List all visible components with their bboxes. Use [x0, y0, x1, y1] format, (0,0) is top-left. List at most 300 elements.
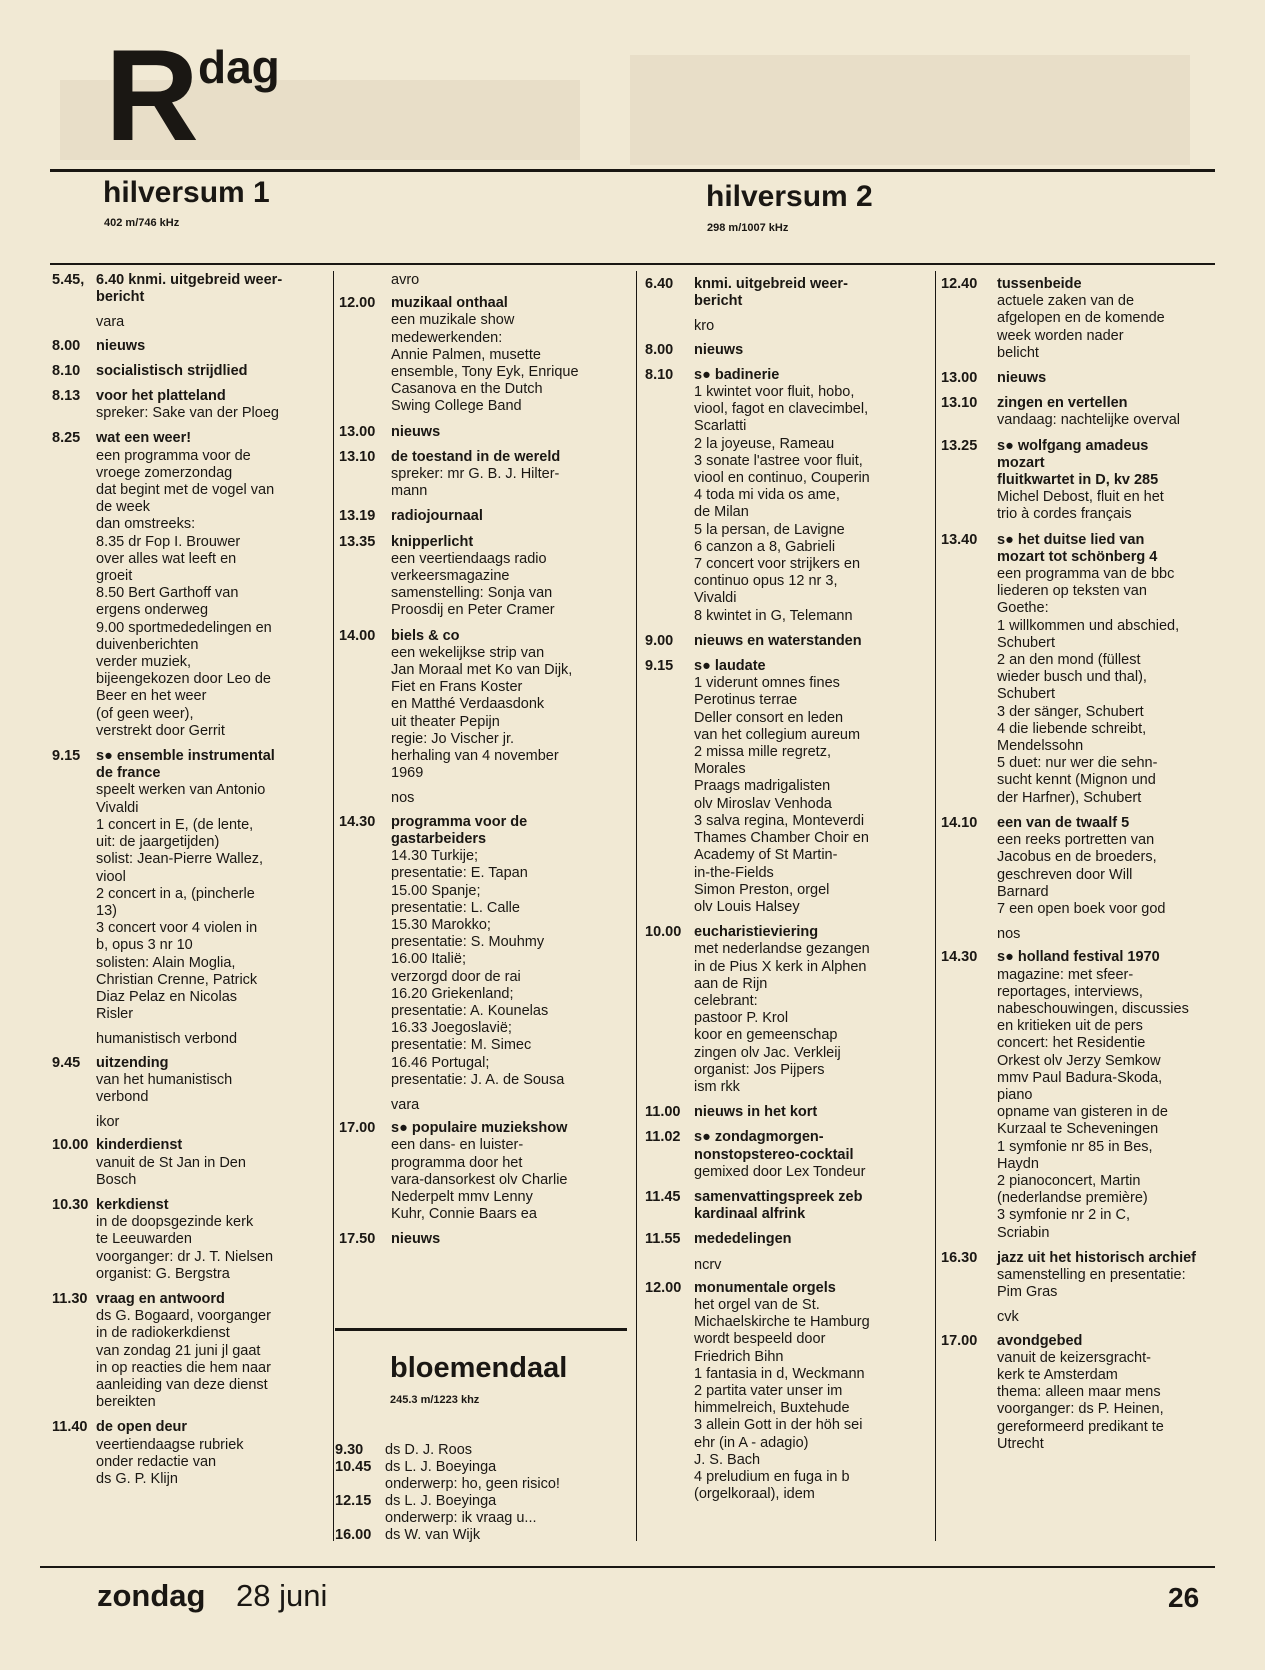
program-title: nieuws	[96, 337, 146, 354]
bloemendaal-schedule	[335, 1442, 625, 1544]
program-detail: 3 salva regina, Monteverdi	[694, 812, 865, 829]
program-title: muzikaal onthaal	[391, 295, 508, 312]
program-detail: 4 toda mi vida os ame,	[694, 487, 840, 504]
program-entry	[645, 1189, 933, 1223]
program-title: de france	[96, 765, 161, 782]
logo-letter: R	[105, 22, 195, 168]
program-detail: 1 concert in E, (de lente,	[96, 816, 254, 833]
program-title: de toestand in de wereld	[391, 448, 561, 465]
program-detail: 7 een open boek voor god	[997, 900, 1166, 917]
program-time: 12.40	[941, 276, 978, 292]
program-detail: een reeks portretten van	[997, 832, 1155, 849]
program-detail: Beer en het weer	[96, 688, 207, 705]
program-detail: celebrant:	[694, 992, 758, 1009]
program-detail: aanleiding van deze dienst	[96, 1376, 268, 1393]
schedule-row	[335, 1527, 625, 1544]
program-detail: Simon Preston, orgel	[694, 881, 830, 898]
program-detail: presentatie: M. Simec	[391, 1037, 532, 1054]
station-freq-hilversum-2: 298 m/1007 kHz	[707, 222, 789, 234]
program-time: 16.30	[941, 1249, 978, 1266]
program-detail: mmv Paul Badura-Skoda,	[997, 1069, 1163, 1086]
program-detail: duivenberichten	[96, 636, 199, 653]
program-detail: 16.46 Portugal;	[391, 1054, 490, 1071]
column-divider-3	[935, 271, 936, 1541]
bottom-rule	[40, 1566, 1215, 1568]
program-detail: Jacobus en de broeders,	[997, 849, 1157, 866]
program-detail: actuele zaken van de	[997, 293, 1135, 310]
program-detail: (of geen weer),	[96, 705, 194, 722]
program-title: nieuws in het kort	[694, 1104, 818, 1121]
program-title: knmi. uitgebreid weer-	[694, 276, 848, 292]
broadcaster-label: ikor	[96, 1114, 120, 1131]
program-detail: programma door het	[391, 1154, 523, 1171]
program-entry	[645, 658, 933, 916]
schedule-row	[335, 1442, 625, 1459]
station-freq-hilversum-1: 402 m/746 kHz	[104, 217, 180, 229]
program-time: 13.10	[941, 395, 978, 412]
program-detail: olv Louis Halsey	[694, 898, 800, 915]
program-detail: 4 die liebende schreibt,	[997, 720, 1147, 737]
program-time: 11.55	[645, 1231, 681, 1248]
schedule-text: onderwerp: ik vraag u...	[385, 1510, 537, 1526]
program-title: nonstopstereo-cocktail	[694, 1146, 854, 1163]
program-detail: magazine: met sfeer-	[997, 966, 1134, 983]
program-detail: gereformeerd predikant te	[997, 1418, 1164, 1435]
program-title: radiojournaal	[391, 508, 483, 525]
program-detail: ehr (in A - adagio)	[694, 1434, 809, 1451]
schedule-row	[335, 1459, 625, 1476]
program-detail: 8.35 dr Fop I. Brouwer	[96, 533, 241, 550]
broadcaster-label: nos	[391, 790, 415, 807]
program-detail: speelt werken van Antonio	[96, 782, 266, 799]
schedule-text: ds L. J. Boeyinga	[385, 1493, 497, 1509]
program-detail: 2 partita vater unser im	[694, 1382, 843, 1399]
station-title-hilversum-1: hilversum 1	[103, 176, 270, 209]
program-detail: ds G. P. Klijn	[96, 1471, 178, 1487]
program-entry	[339, 424, 629, 441]
column-divider-2	[636, 271, 637, 1541]
program-entry	[645, 367, 933, 625]
stations-rule	[50, 263, 1215, 265]
program-time: 9.15	[645, 658, 674, 675]
program-detail: Schubert	[997, 634, 1056, 651]
page-number: 26	[1168, 1582, 1200, 1613]
program-detail: 2 la joyeuse, Rameau	[694, 435, 835, 452]
schedule-text: onderwerp: ho, geen risico!	[385, 1476, 560, 1492]
program-detail: Praags madrigalisten	[694, 778, 831, 795]
program-detail: van het humanistisch	[96, 1071, 233, 1088]
program-title: mededelingen	[694, 1231, 792, 1248]
program-detail: verkeersmagazine	[391, 568, 510, 585]
program-detail: Pim Gras	[997, 1284, 1058, 1301]
program-entry	[645, 633, 933, 650]
schedule-time: 16.00	[335, 1527, 372, 1543]
program-detail: bereikten	[96, 1394, 156, 1411]
program-time: 13.10	[339, 448, 376, 465]
broadcaster-label: cvk	[997, 1309, 1019, 1326]
program-detail: dat begint met de vogel van	[96, 482, 275, 499]
program-detail: Casanova en the Dutch	[391, 381, 543, 398]
program-detail: Swing College Band	[391, 398, 522, 415]
program-detail: 15.00 Spanje;	[391, 882, 481, 899]
program-detail: 14.30 Turkije;	[391, 848, 479, 865]
program-detail: veertiendaagse rubriek	[96, 1436, 244, 1453]
broadcaster-label: humanistisch verbond	[96, 1031, 238, 1048]
bloemendaal-rule	[335, 1328, 627, 1331]
program-detail: Jan Moraal met Ko van Dijk,	[391, 662, 573, 679]
program-title: tussenbeide	[997, 276, 1082, 292]
program-title: nieuws	[391, 1231, 441, 1248]
schedule-time	[335, 1476, 385, 1493]
program-title: s● ensemble instrumental	[96, 748, 275, 765]
program-time: 14.30	[339, 813, 376, 830]
program-entry	[645, 1231, 933, 1248]
program-detail: trio à cordes français	[997, 506, 1132, 523]
program-entry	[645, 1104, 933, 1121]
program-entry	[339, 508, 629, 525]
program-detail: verbond	[96, 1088, 149, 1105]
program-detail: over alles wat leeft en	[96, 550, 237, 567]
program-entry	[52, 1137, 324, 1189]
program-detail: de week	[96, 499, 151, 516]
program-time: 13.19	[339, 508, 376, 525]
program-title: s● wolfgang amadeus	[997, 437, 1149, 454]
program-detail: presentatie: E. Tapan	[391, 865, 528, 882]
program-detail: solisten: Alain Moglia,	[96, 954, 236, 971]
program-entry	[52, 363, 324, 380]
program-time: 9.15	[52, 748, 81, 765]
program-detail: Bosch	[96, 1171, 137, 1188]
program-detail: presentatie: J. A. de Sousa	[391, 1071, 565, 1088]
program-detail: viool, fagot en clavecimbel,	[694, 401, 869, 418]
program-detail: nabeschouwingen, discussies	[997, 1000, 1189, 1017]
program-title: s● holland festival 1970	[997, 949, 1160, 966]
program-detail: voorganger: dr J. T. Nielsen	[96, 1248, 274, 1265]
program-detail: 13)	[96, 902, 117, 919]
program-time: 14.30	[941, 949, 978, 966]
program-title: 6.40 knmi. uitgebreid weer-	[96, 272, 283, 288]
program-title: voor het platteland	[96, 388, 226, 405]
program-detail: 1 kwintet voor fluit, hobo,	[694, 384, 855, 401]
program-title: kerkdienst	[96, 1196, 169, 1213]
schedule-time	[335, 1510, 385, 1527]
program-time: 13.25	[941, 437, 978, 454]
program-detail: belicht	[997, 344, 1039, 361]
program-title: de open deur	[96, 1419, 188, 1436]
program-detail: 16.00 Italië;	[391, 951, 466, 968]
program-title: nieuws	[391, 423, 441, 440]
schedule-time: 9.30	[335, 1442, 364, 1458]
program-detail: 1 symfonie nr 85 in Bes,	[997, 1138, 1153, 1155]
program-time: 14.10	[941, 814, 978, 831]
program-detail: 15.30 Marokko;	[391, 916, 491, 933]
program-detail: 8 kwintet in G, Telemann	[694, 607, 853, 624]
program-entry	[339, 295, 629, 415]
program-detail: 3 symfonie nr 2 in C,	[997, 1207, 1130, 1224]
program-detail: Mendelssohn	[997, 738, 1084, 755]
program-entry	[645, 924, 933, 1096]
program-title: avondgebed	[997, 1332, 1083, 1349]
program-detail: medewerkenden:	[391, 329, 503, 346]
program-title: s● het duitse lied van	[997, 531, 1145, 548]
program-title: biels & co	[391, 627, 460, 644]
program-detail: van het collegium aureum	[694, 726, 861, 743]
program-detail: (orgelkoraal), idem	[694, 1486, 815, 1503]
program-detail: met nederlandse gezangen	[694, 941, 870, 958]
program-detail: 1 viderunt omnes fines	[694, 675, 840, 692]
program-time: 10.00	[645, 924, 682, 941]
logo-word: dag	[198, 41, 280, 93]
program-detail: een programma voor de	[96, 447, 251, 464]
program-entry	[941, 395, 1223, 429]
station-title-bloemendaal: bloemendaal	[390, 1352, 568, 1384]
program-time: 8.00	[645, 341, 674, 358]
program-detail: Barnard	[997, 883, 1049, 900]
program-detail: Scarlatti	[694, 418, 747, 435]
program-detail: en kritieken uit de pers	[997, 1018, 1143, 1035]
program-detail: 7 concert voor strijkers en	[694, 556, 861, 573]
program-detail: geschreven door Will	[997, 866, 1133, 883]
program-time: 13.35	[339, 533, 376, 550]
schedule-text: ds D. J. Roos	[385, 1442, 473, 1458]
program-detail: een dans- en luister-	[391, 1137, 524, 1154]
program-detail: in-the-Fields	[694, 864, 774, 881]
program-entry	[645, 342, 933, 359]
broadcaster-label: avro	[391, 272, 420, 288]
program-detail: ds G. Bogaard, voorganger	[96, 1308, 271, 1325]
program-title: mozart	[997, 454, 1045, 471]
program-time: 13.00	[941, 370, 978, 387]
program-time: 8.13	[52, 388, 81, 405]
top-rule	[50, 169, 1215, 172]
program-detail: vanuit de St Jan in Den	[96, 1154, 246, 1171]
program-detail: koor en gemeenschap	[694, 1027, 838, 1044]
program-title: zingen en vertellen	[997, 395, 1128, 412]
program-detail: uit: de jaargetijden)	[96, 834, 220, 851]
program-detail: himmelreich, Buxtehude	[694, 1400, 850, 1417]
program-entry	[645, 276, 933, 310]
program-detail: bijeengekozen door Leo de	[96, 671, 271, 688]
program-title: uitzending	[96, 1054, 169, 1071]
program-entry	[941, 276, 1223, 362]
program-detail: Annie Palmen, musette	[391, 346, 541, 363]
program-time: 12.00	[339, 295, 376, 312]
column-divider-1	[333, 271, 334, 1541]
program-time: 11.00	[645, 1104, 681, 1121]
program-detail: Academy of St Martin-	[694, 847, 838, 864]
broadcaster-label: vara	[391, 1096, 420, 1113]
program-detail: wordt bespeeld door	[694, 1331, 826, 1348]
program-detail: Deller consort en leden	[694, 709, 844, 726]
program-detail: een veertiendaags radio	[391, 550, 547, 567]
program-detail: 1 willkommen und abschied,	[997, 617, 1180, 634]
program-title: s● laudate	[694, 658, 766, 675]
program-time: 11.30	[52, 1290, 88, 1307]
program-entry	[52, 388, 324, 422]
broadcaster-label: kro	[694, 318, 715, 335]
program-detail: 16.20 Griekenland;	[391, 985, 514, 1002]
program-title: knipperlicht	[391, 533, 474, 550]
program-detail: Schubert	[997, 686, 1056, 703]
program-detail: samenstelling: Sonja van	[391, 585, 553, 602]
program-time: 17.00	[941, 1332, 978, 1349]
program-detail: zingen olv Jac. Verkleij	[694, 1044, 841, 1061]
program-detail: 5 duet: nur wer die sehn-	[997, 755, 1158, 772]
program-entry	[645, 1280, 933, 1504]
program-entry	[339, 449, 629, 501]
program-title: s● populaire muziekshow	[391, 1120, 568, 1137]
program-detail: gemixed door Lex Tondeur	[694, 1163, 866, 1180]
program-title: fluitkwartet in D, kv 285	[997, 472, 1159, 489]
program-detail: in de radiokerkdienst	[96, 1325, 230, 1342]
program-time: 5.45,	[52, 272, 85, 288]
column-hilversum-2-b	[941, 276, 1223, 1461]
program-detail: 8.50 Bert Garthoff van	[96, 585, 239, 602]
program-detail: het orgel van de St.	[694, 1296, 820, 1313]
program-time: 8.10	[52, 362, 81, 379]
program-detail: dan omstreeks:	[96, 516, 196, 533]
program-detail: vanuit de keizersgracht-	[997, 1349, 1151, 1366]
program-entry	[52, 1291, 324, 1411]
schedule-row	[335, 1510, 625, 1527]
program-detail: ergens onderweg	[96, 602, 209, 619]
program-entry	[941, 532, 1223, 807]
program-entry	[941, 370, 1223, 387]
program-title: kinderdienst	[96, 1137, 183, 1154]
program-time: 11.40	[52, 1419, 88, 1436]
program-detail: liederen op teksten van	[997, 583, 1147, 600]
schedule-text: ds L. J. Boeyinga	[385, 1459, 497, 1475]
program-detail: 1 fantasia in d, Weckmann	[694, 1365, 865, 1382]
program-detail: ensemble, Tony Eyk, Enrique	[391, 364, 579, 381]
program-detail: presentatie: S. Mouhmy	[391, 934, 545, 951]
program-detail: Orkest olv Jerzy Semkow	[997, 1052, 1161, 1069]
program-time: 17.00	[339, 1120, 376, 1137]
program-detail: in de doopsgezinde kerk	[96, 1214, 254, 1231]
program-time: 11.02	[645, 1129, 681, 1146]
program-detail: organist: Jos Pijpers	[694, 1061, 825, 1078]
program-detail: viool en continuo, Couperin	[694, 470, 870, 487]
program-detail: 4 preludium en fuga in b	[694, 1469, 850, 1485]
program-detail: Vivaldi	[96, 799, 139, 816]
program-detail: presentatie: L. Calle	[391, 899, 520, 916]
program-detail: opname van gisteren in de	[997, 1104, 1168, 1121]
program-detail: Nederpelt mmv Lenny	[391, 1188, 533, 1205]
program-detail: continuo opus 12 nr 3,	[694, 573, 838, 590]
program-detail: uit theater Pepijn	[391, 713, 500, 730]
program-time: 12.00	[645, 1279, 682, 1296]
program-detail: kerk te Amsterdam	[997, 1366, 1118, 1383]
program-time: 8.10	[645, 366, 674, 383]
program-detail: herhaling van 4 november	[391, 748, 559, 765]
program-detail: (nederlandse première)	[997, 1190, 1148, 1207]
schedule-time: 12.15	[335, 1493, 372, 1509]
program-detail: Diaz Pelaz en Nicolas	[96, 988, 238, 1005]
program-detail: ism rkk	[694, 1078, 740, 1095]
program-detail: groeit	[96, 568, 133, 585]
program-detail: 3 concert voor 4 violen in	[96, 920, 258, 937]
program-detail: aan de Rijn	[694, 975, 768, 992]
program-title: eucharistieviering	[694, 924, 819, 941]
footer-date: 28 juni	[236, 1578, 328, 1613]
program-time: 9.00	[645, 632, 674, 649]
broadcaster-label: ncrv	[694, 1256, 722, 1273]
program-entry	[941, 1333, 1223, 1453]
program-detail: 3 sonate l'astree voor fluit,	[694, 452, 863, 469]
program-title: kardinaal alfrink	[694, 1206, 806, 1223]
program-time: 8.00	[52, 337, 81, 354]
program-title: programma voor de	[391, 813, 528, 830]
program-entry	[645, 1129, 933, 1181]
program-detail: en Matthé Verdaasdonk	[391, 696, 545, 713]
program-time: 6.40	[645, 276, 674, 292]
program-detail: vara-dansorkest olv Charlie	[391, 1171, 568, 1188]
program-title: een van de twaalf 5	[997, 814, 1130, 831]
program-entry	[339, 1231, 629, 1248]
program-time: 13.40	[941, 531, 978, 548]
program-detail: verder muziek,	[96, 654, 192, 671]
footer-day: zondag	[97, 1578, 206, 1613]
program-detail: onder redactie van	[96, 1453, 217, 1470]
program-entry	[52, 338, 324, 355]
program-detail: 16.33 Joegoslavië;	[391, 1020, 512, 1037]
program-detail: 6 canzon a 8, Gabrieli	[694, 538, 836, 555]
station-freq-bloemendaal: 245.3 m/1223 khz	[390, 1394, 480, 1406]
program-detail: regie: Jo Vischer jr.	[391, 730, 515, 747]
broadcaster-label: vara	[96, 314, 125, 331]
program-detail: 2 concert in a, (pincherle	[96, 885, 255, 902]
program-detail: Perotinus terrae	[694, 692, 798, 709]
program-time: 13.00	[339, 423, 376, 440]
program-detail: Utrecht	[997, 1435, 1044, 1452]
program-detail: spreker: mr G. B. J. Hilter-	[391, 466, 560, 483]
program-detail: Proosdij en Peter Cramer	[391, 602, 555, 619]
program-time: 17.50	[339, 1231, 376, 1248]
column-hilversum-2-a	[645, 276, 933, 1511]
program-detail: mann	[391, 483, 428, 500]
program-title: socialistisch strijdlied	[96, 362, 248, 379]
program-entry	[941, 815, 1223, 918]
schedule-text: ds W. van Wijk	[385, 1527, 481, 1543]
program-detail: verzorgd door de rai	[391, 968, 521, 985]
program-detail: verstrekt door Gerrit	[96, 722, 225, 739]
program-detail: vroege zomerzondag	[96, 464, 233, 481]
program-entry	[52, 272, 324, 306]
program-detail: in op reacties die hem naar	[96, 1359, 271, 1376]
program-detail: pastoor P. Krol	[694, 1010, 789, 1027]
program-entry	[941, 438, 1223, 524]
program-detail: der Harfner), Schubert	[997, 789, 1142, 806]
program-detail: 9.00 sportmededelingen en	[96, 619, 272, 636]
program-detail: piano	[997, 1086, 1033, 1103]
program-detail: 2 pianoconcert, Martin	[997, 1172, 1141, 1189]
program-detail: Friedrich Bihn	[694, 1348, 784, 1365]
program-entry	[52, 1055, 324, 1107]
program-detail: thema: alleen maar mens	[997, 1384, 1161, 1401]
program-detail: Vivaldi	[694, 590, 737, 607]
program-title: samenvattingspreek zeb	[694, 1188, 863, 1205]
program-detail: Kurzaal te Scheveningen	[997, 1121, 1159, 1138]
program-detail: een muzikale show	[391, 312, 515, 329]
program-title: jazz uit het historisch archief	[997, 1249, 1197, 1266]
program-detail: spreker: Sake van der Ploeg	[96, 405, 279, 422]
program-detail: Scriabin	[997, 1224, 1050, 1241]
program-time: 10.00	[52, 1137, 89, 1154]
program-title: wat een weer!	[96, 430, 192, 447]
broadcaster-label: nos	[997, 926, 1021, 943]
program-detail: Michel Debost, fluit en het	[997, 489, 1164, 506]
schedule-row	[335, 1476, 625, 1493]
